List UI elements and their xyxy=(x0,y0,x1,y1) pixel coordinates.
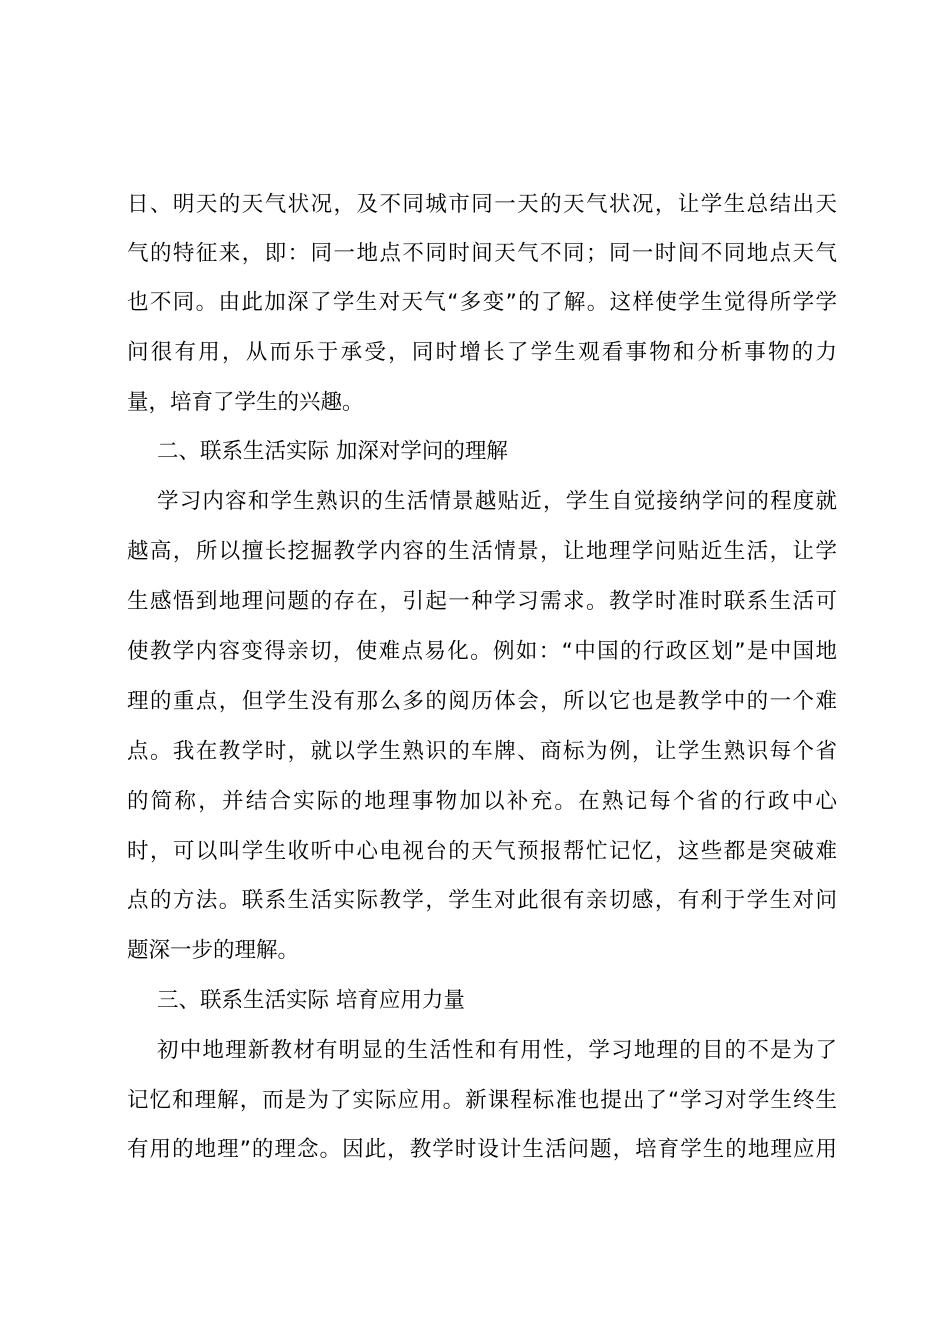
paragraph-line: 题深一步的理解。 xyxy=(127,938,300,963)
paragraph-line: 有用的地理”的理念。因此，教学时设计生活问题，培育学生的地理应用 xyxy=(127,1137,837,1162)
paragraph-line: 初中地理新教材有明显的生活性和有用性，学习地理的目的不是为了 xyxy=(157,1038,837,1063)
paragraph-line: 日、明天的天气状况，及不同城市同一天的天气状况，让学生总结出天 xyxy=(127,192,837,217)
paragraph-line: 越高，所以擅长挖掘教学内容的生活情景，让地理学问贴近生活，让学 xyxy=(127,539,837,564)
paragraph-line: 点。我在教学时，就以学生熟识的车牌、商标为例，让学生熟识每个省 xyxy=(127,739,837,764)
paragraph-line: 理的重点，但学生没有那么多的阅历体会，所以它也是教学中的一个难 xyxy=(127,689,837,714)
paragraph-line: 气的特征来，即：同一地点不同时间天气不同；同一时间不同地点天气 xyxy=(127,241,837,266)
paragraph-line: 问很有用，从而乐于承受，同时增长了学生观看事物和分析事物的力 xyxy=(127,340,837,365)
section-heading: 三、联系生活实际 培育应用力量 xyxy=(157,988,465,1013)
paragraph-line: 量，培育了学生的兴趣。 xyxy=(127,390,364,415)
paragraph-line: 也不同。由此加深了学生对天气“多变”的了解。这样使学生觉得所学学 xyxy=(127,290,837,315)
paragraph-line: 的简称，并结合实际的地理事物加以补充。在熟记每个省的行政中心 xyxy=(127,789,837,814)
paragraph-line: 点的方法。联系生活实际教学，学生对此很有亲切感，有利于学生对问 xyxy=(127,888,837,913)
paragraph-line: 时，可以叫学生收听中心电视台的天气预报帮忙记忆，这些都是突破难 xyxy=(127,839,837,864)
paragraph-line: 使教学内容变得亲切，使难点易化。例如：“中国的行政区划”是中国地 xyxy=(127,639,837,664)
paragraph-line: 学习内容和学生熟识的生活情景越贴近，学生自觉接纳学问的程度就 xyxy=(157,489,837,514)
paragraph-line: 记忆和理解，而是为了实际应用。新课程标准也提出了“学习对学生终生 xyxy=(127,1088,837,1113)
section-heading: 二、联系生活实际 加深对学问的理解 xyxy=(157,439,508,464)
paragraph-line: 生感悟到地理问题的存在，引起一种学习需求。教学时准时联系生活可 xyxy=(127,589,837,614)
